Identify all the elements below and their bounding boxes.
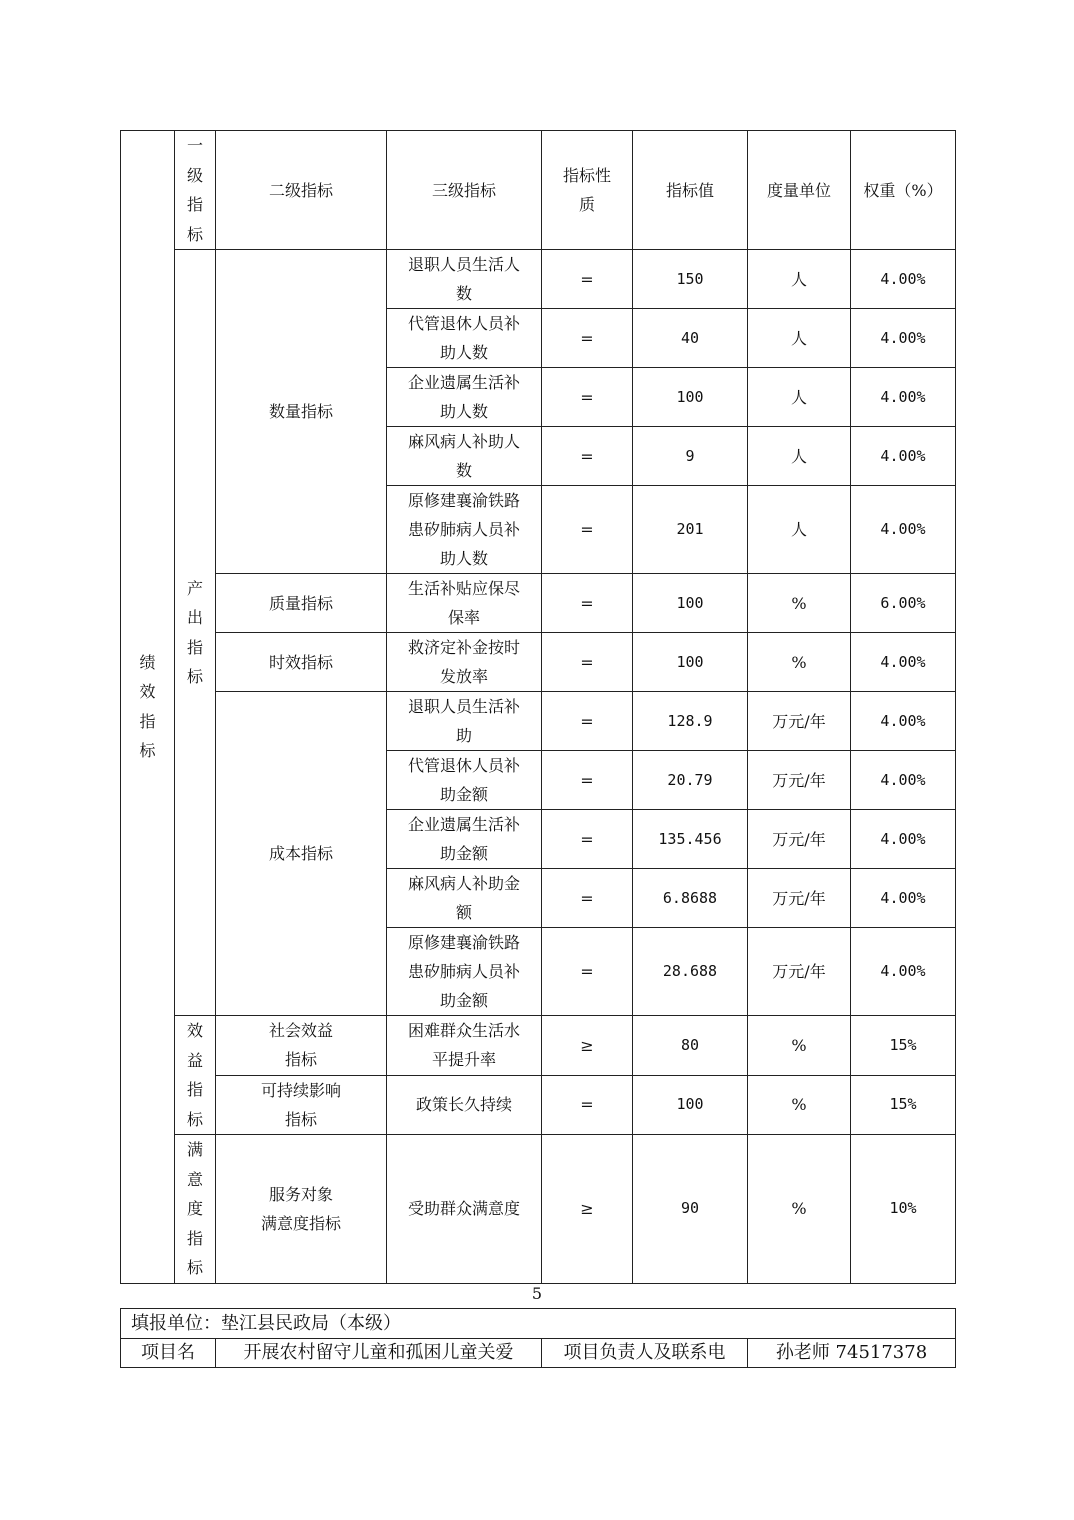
header-level1: 一 级 指 标: [175, 131, 216, 250]
indicator-value: 201: [633, 486, 748, 574]
measure-unit: %: [748, 1075, 851, 1135]
page-number: 5: [531, 1284, 543, 1303]
level3-indicator: 麻风病人补助人 数: [387, 427, 542, 486]
indicator-nature: =: [542, 368, 633, 427]
indicator-nature: =: [542, 869, 633, 928]
measure-unit: %: [748, 574, 851, 633]
measure-unit: 人: [748, 427, 851, 486]
indicator-value: 80: [633, 1016, 748, 1076]
indicator-value: 100: [633, 1075, 748, 1135]
indicator-value: 9: [633, 427, 748, 486]
weight: 4.00%: [851, 486, 956, 574]
indicator-value: 150: [633, 250, 748, 309]
project-info-table: [120, 1308, 956, 1368]
level3-indicator: 退职人员生活补 助: [387, 692, 542, 751]
indicator-value: 90: [633, 1135, 748, 1284]
level3-indicator: 政策长久持续: [387, 1075, 542, 1135]
level3-indicator: 退职人员生活人 数: [387, 250, 542, 309]
header-row: [121, 131, 956, 250]
indicator-nature: =: [542, 751, 633, 810]
weight: 4.00%: [851, 427, 956, 486]
performance-indicator-table: [120, 130, 956, 1284]
level3-indicator: 代管退休人员补 助金额: [387, 751, 542, 810]
weight: 15%: [851, 1016, 956, 1076]
level2-quantity: 数量指标: [216, 250, 387, 574]
level3-indicator: 受助群众满意度: [387, 1135, 542, 1284]
section-label-cell: 绩 效 指 标: [121, 131, 175, 1284]
measure-unit: 万元/年: [748, 810, 851, 869]
indicator-nature: =: [542, 810, 633, 869]
table-row: [121, 574, 956, 633]
indicator-nature: =: [542, 309, 633, 368]
level1-benefit: 效 益 指 标: [175, 1016, 216, 1135]
project-name-label: 项目名: [121, 1339, 216, 1368]
table-row: [121, 1016, 956, 1076]
reporting-unit: 填报单位：垫江县民政局（本级）: [121, 1309, 956, 1339]
indicator-nature: =: [542, 486, 633, 574]
measure-unit: 人: [748, 250, 851, 309]
header-weight: 权重（%）: [851, 131, 956, 250]
table-row: [121, 1075, 956, 1135]
indicator-nature: =: [542, 574, 633, 633]
weight: 4.00%: [851, 250, 956, 309]
table-row: [121, 250, 956, 309]
indicator-nature: =: [542, 1075, 633, 1135]
weight: 4.00%: [851, 751, 956, 810]
indicator-nature: =: [542, 928, 633, 1016]
level3-indicator: 困难群众生活水 平提升率: [387, 1016, 542, 1076]
indicator-value: 135.456: [633, 810, 748, 869]
measure-unit: 人: [748, 309, 851, 368]
level3-indicator: 救济定补金按时 发放率: [387, 633, 542, 692]
indicator-value: 28.688: [633, 928, 748, 1016]
level3-indicator: 原修建襄渝铁路 患矽肺病人员补 助人数: [387, 486, 542, 574]
indicator-value: 20.79: [633, 751, 748, 810]
header-nature: 指标性 质: [542, 131, 633, 250]
level3-indicator: 代管退休人员补 助人数: [387, 309, 542, 368]
weight: 15%: [851, 1075, 956, 1135]
level2-service: 服务对象 满意度指标: [216, 1135, 387, 1284]
measure-unit: %: [748, 633, 851, 692]
header-value: 指标值: [633, 131, 748, 250]
level2-quality: 质量指标: [216, 574, 387, 633]
indicator-value: 128.9: [633, 692, 748, 751]
measure-unit: 万元/年: [748, 869, 851, 928]
weight: 4.00%: [851, 633, 956, 692]
level2-cost: 成本指标: [216, 692, 387, 1016]
project-name: 开展农村留守儿童和孤困儿童关爱: [216, 1339, 542, 1368]
measure-unit: 人: [748, 486, 851, 574]
measure-unit: 万元/年: [748, 751, 851, 810]
contact-label: 项目负责人及联系电: [542, 1339, 748, 1368]
measure-unit: 万元/年: [748, 928, 851, 1016]
level1-output: 产 出 指 标: [175, 250, 216, 1016]
header-level2: 二级指标: [216, 131, 387, 250]
weight: 6.00%: [851, 574, 956, 633]
weight: 4.00%: [851, 810, 956, 869]
indicator-nature: =: [542, 427, 633, 486]
header-unit: 度量单位: [748, 131, 851, 250]
indicator-nature: =: [542, 250, 633, 309]
weight: 4.00%: [851, 309, 956, 368]
header-level3: 三级指标: [387, 131, 542, 250]
level3-indicator: 麻风病人补助金 额: [387, 869, 542, 928]
level1-satisfaction: 满 意 度 指 标: [175, 1135, 216, 1284]
weight: 4.00%: [851, 692, 956, 751]
weight: 4.00%: [851, 928, 956, 1016]
level2-social: 社会效益 指标: [216, 1016, 387, 1076]
level2-timeliness: 时效指标: [216, 633, 387, 692]
measure-unit: %: [748, 1135, 851, 1284]
level2-sustainable: 可持续影响 指标: [216, 1075, 387, 1135]
indicator-nature: ≥: [542, 1016, 633, 1076]
table-row: [121, 633, 956, 692]
weight: 4.00%: [851, 368, 956, 427]
indicator-value: 40: [633, 309, 748, 368]
level3-indicator: 生活补贴应保尽 保率: [387, 574, 542, 633]
contact-value: 孙老师 74517378: [748, 1339, 956, 1368]
level3-indicator: 企业遗属生活补 助金额: [387, 810, 542, 869]
indicator-value: 100: [633, 574, 748, 633]
indicator-nature: =: [542, 633, 633, 692]
table-row: [121, 1135, 956, 1284]
measure-unit: 人: [748, 368, 851, 427]
measure-unit: 万元/年: [748, 692, 851, 751]
indicator-value: 6.8688: [633, 869, 748, 928]
measure-unit: %: [748, 1016, 851, 1076]
level3-indicator: 企业遗属生活补 助人数: [387, 368, 542, 427]
weight: 4.00%: [851, 869, 956, 928]
table-row: [121, 692, 956, 751]
indicator-nature: ≥: [542, 1135, 633, 1284]
indicator-value: 100: [633, 633, 748, 692]
indicator-nature: =: [542, 692, 633, 751]
level3-indicator: 原修建襄渝铁路 患矽肺病人员补 助金额: [387, 928, 542, 1016]
weight: 10%: [851, 1135, 956, 1284]
indicator-value: 100: [633, 368, 748, 427]
